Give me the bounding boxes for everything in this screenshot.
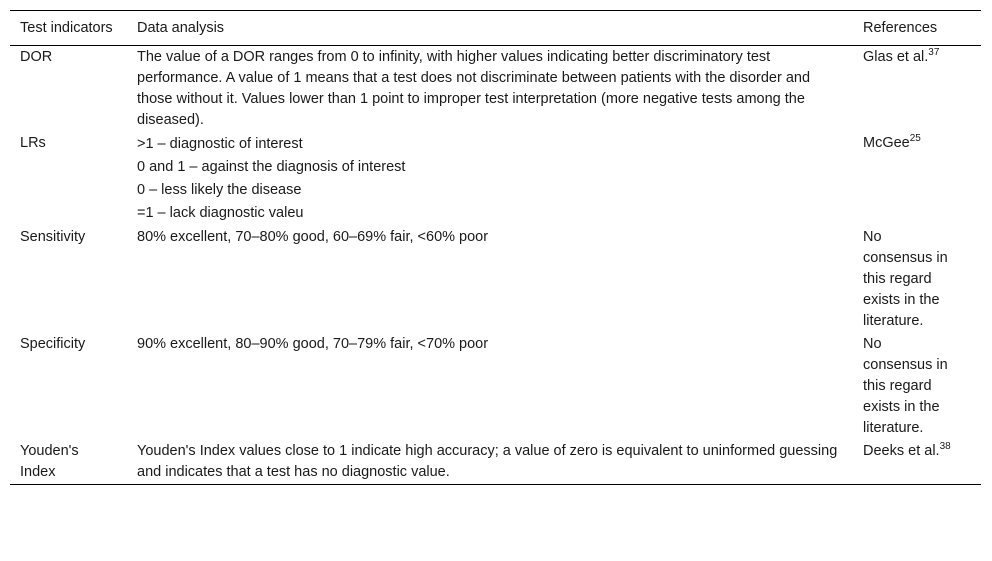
table-row-sensitivity — [10, 226, 981, 333]
table-header-row — [10, 11, 981, 46]
analysis-cell: 80% excellent, 70–80% good, 60–69% fair, <60% poor — [137, 229, 489, 245]
reference-citation: 25 — [909, 133, 921, 144]
table-row-lrs — [10, 132, 981, 226]
indicator-cell: Youden's Index — [20, 443, 79, 480]
table-row-specificity — [10, 333, 981, 440]
header-test-indicators: Test indicators — [20, 20, 113, 36]
reference-text: McGee — [863, 135, 910, 151]
reference-cell — [853, 132, 981, 226]
analysis-cell: 90% excellent, 80–90% good, 70–79% fair, <70% poor — [137, 336, 489, 352]
indicator-cell: LRs — [20, 135, 46, 151]
header-references: References — [863, 20, 938, 36]
reference-cell: No consensus in this regard exists in the literature. — [863, 229, 948, 329]
reference-cell — [853, 46, 981, 133]
reference-text: Deeks et al. — [863, 443, 940, 459]
reference-text: Glas et al. — [863, 49, 929, 65]
analysis-line: =1 – lack diagnostic valeu — [137, 205, 304, 221]
reference-citation: 38 — [939, 441, 951, 452]
reference-cell: No consensus in this regard exists in the literature. — [863, 336, 948, 436]
indicator-cell: Sensitivity — [20, 229, 86, 245]
reference-cell — [853, 440, 981, 485]
header-data-analysis: Data analysis — [137, 20, 225, 36]
reference-citation: 37 — [928, 47, 940, 58]
analysis-cell — [127, 132, 853, 226]
table-row-dor — [10, 46, 981, 133]
analysis-cell: Youden's Index values close to 1 indicate high accuracy; a value of zero is equivalent to uninformed guessing and indicates that a test has no diagnostic value. — [137, 443, 838, 480]
analysis-line: 0 – less likely the disease — [137, 182, 302, 198]
indicator-cell: Specificity — [20, 336, 86, 352]
analysis-line: >1 – diagnostic of interest — [137, 136, 303, 152]
indicator-cell: DOR — [20, 49, 53, 65]
analysis-cell: The value of a DOR ranges from 0 to infinity, with higher values indicating better discriminatory test performance. A value of 1 means that a test does not discriminate between patients with the disorder and those without it. Values lower than 1 point to improper test interpretation (more negative tests among the diseased). — [137, 49, 811, 128]
test-indicators-table — [10, 10, 981, 485]
analysis-line: 0 and 1 – against the diagnosis of interest — [137, 159, 406, 175]
table-row-youdens-index — [10, 440, 981, 485]
